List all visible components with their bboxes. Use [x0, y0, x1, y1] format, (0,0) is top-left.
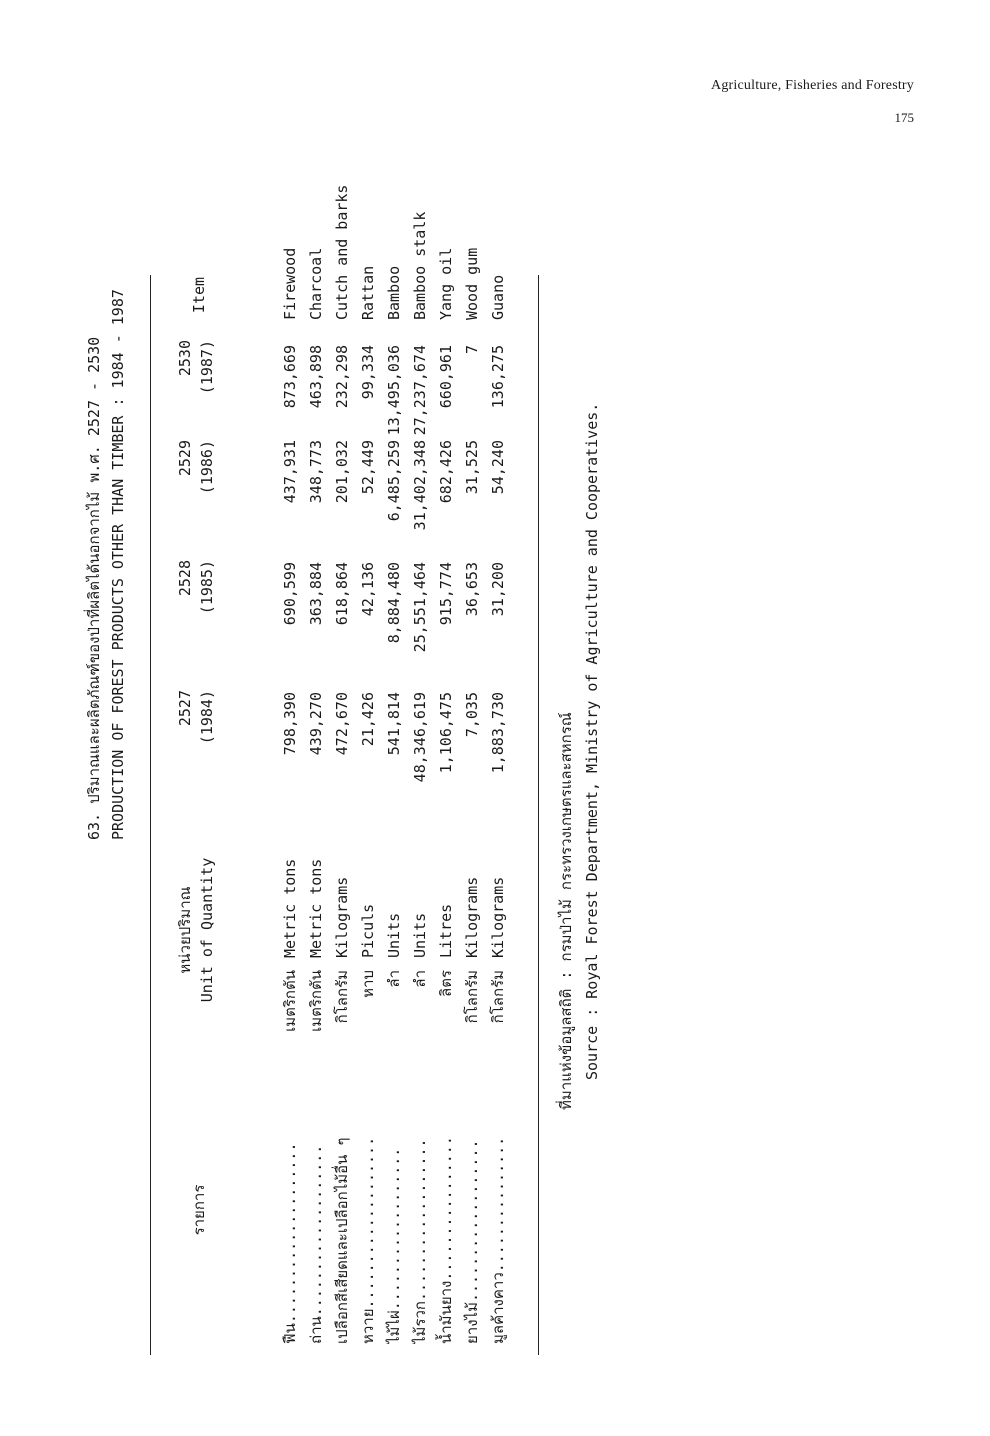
- item-thai: หวาย...................: [359, 1136, 377, 1344]
- item-english: Guano: [489, 274, 507, 320]
- item-thai: น้ำมันยาง................: [437, 1136, 455, 1344]
- header-year-be: 2528: [176, 560, 194, 597]
- value-1984: 472,670: [333, 692, 351, 756]
- value-1984: 1,883,730: [489, 692, 507, 774]
- value-1986: 31,525: [463, 440, 481, 495]
- unit-english: Litres: [437, 903, 455, 958]
- header-item-english: Item: [190, 276, 208, 314]
- item-english: Bamboo stalk: [411, 211, 429, 320]
- value-1986: 52,449: [359, 440, 377, 495]
- unit-thai: กิโลกรัม: [333, 970, 351, 1024]
- header-unit: [174, 800, 218, 1060]
- value-1987: 99,334: [359, 345, 377, 400]
- table-top-rule: [150, 275, 151, 1355]
- unit-thai: เมตริกตัน: [307, 970, 325, 1032]
- unit-english: Metric tons: [307, 858, 325, 958]
- value-1985: 31,200: [489, 562, 507, 617]
- unit-thai: กิโลกรัม: [489, 970, 507, 1024]
- item-thai: ไม้ไผ่..................: [385, 1147, 403, 1344]
- header-year-ce: (1987): [198, 340, 216, 395]
- header-year-2527: [174, 690, 218, 810]
- item-english: Charcoal: [307, 247, 325, 320]
- unit-thai: ลำ: [385, 970, 403, 988]
- value-1986: 348,773: [307, 440, 325, 504]
- value-1987: 136,275: [489, 345, 507, 409]
- running-head: Agriculture, Fisheries and Forestry: [711, 78, 914, 93]
- item-english: Firewood: [281, 247, 299, 320]
- value-1986: 6,485,259: [385, 440, 403, 522]
- unit-thai: ลิตร: [437, 970, 455, 997]
- unit-thai: ลำ: [411, 970, 429, 988]
- unit-thai: หาบ: [359, 970, 377, 998]
- value-1984: 541,814: [385, 692, 403, 756]
- value-1986: 682,426: [437, 440, 455, 504]
- value-1985: 36,653: [463, 562, 481, 617]
- header-year-ce: (1984): [198, 690, 216, 745]
- header-unit-thai: หน่วยปริมาณ: [176, 886, 194, 974]
- value-1984: 7,035: [463, 692, 481, 738]
- table-caption: [82, 289, 130, 840]
- value-1984: 1,106,475: [437, 692, 455, 774]
- source-thai: ที่มาแห่งข้อมูลสถิติ : กรมป่าไม้ กระทรวงเกษตรและสหกรณ์: [557, 712, 575, 1110]
- value-1987: 660,961: [437, 345, 455, 409]
- value-1987: 7: [463, 345, 481, 355]
- item-thai: เปลือกสีเสียดและเปลือกไม้อื่น ๆ: [333, 1137, 351, 1344]
- unit-english: Kilograms: [333, 876, 351, 958]
- item-english: Rattan: [359, 265, 377, 320]
- value-1985: 915,774: [437, 562, 455, 626]
- item-thai: ฟืน....................: [281, 1142, 299, 1344]
- item-english: Yang oil: [437, 247, 455, 320]
- header-year-be: 2527: [176, 690, 194, 727]
- item-thai: มูลค้างคาว...............: [489, 1136, 507, 1344]
- value-1985: 25,551,464: [411, 562, 429, 653]
- unit-thai: เมตริกตัน: [281, 970, 299, 1032]
- item-english: Bamboo: [385, 265, 403, 320]
- value-1987: 873,669: [281, 345, 299, 409]
- header-year-2529: [174, 440, 218, 560]
- item-thai: ไม้รวก..................: [411, 1138, 429, 1344]
- header-year-ce: (1986): [198, 440, 216, 495]
- rotated-table-block: [70, 120, 630, 1370]
- unit-english: Kilograms: [463, 876, 481, 958]
- value-1984: 439,270: [307, 692, 325, 756]
- unit-english: Units: [411, 912, 429, 958]
- unit-english: Units: [385, 912, 403, 958]
- unit-english: Piculs: [359, 903, 377, 958]
- header-year-2530: [174, 340, 218, 440]
- value-1986: 31,402,348: [411, 440, 429, 531]
- value-1987: 232,298: [333, 345, 351, 409]
- table-title-thai: 63. ปริมาณและผลิตภัณฑ์ของป่าที่ผลิตได้นอกจากไม้ พ.ศ. 2527 - 2530: [85, 336, 103, 840]
- value-1985: 690,599: [281, 562, 299, 626]
- item-english: Wood gum: [463, 247, 481, 320]
- value-1985: 42,136: [359, 562, 377, 617]
- item-english: Cutch and barks: [333, 184, 351, 320]
- value-1986: 54,240: [489, 440, 507, 495]
- header-year-be: 2529: [176, 440, 194, 477]
- header-unit-english: Unit of Quantity: [198, 857, 216, 1003]
- value-1987: 27,237,674: [411, 345, 429, 436]
- value-1987: 463,898: [307, 345, 325, 409]
- value-1984: 48,346,619: [411, 692, 429, 783]
- source-english: Source : Royal Forest Department, Ministry of Agriculture and Cooperatives.: [583, 402, 601, 1080]
- header-year-be: 2530: [176, 340, 194, 377]
- value-1984: 798,390: [281, 692, 299, 756]
- value-1985: 363,884: [307, 562, 325, 626]
- unit-english: Metric tons: [281, 858, 299, 958]
- value-1987: 13,495,036: [385, 345, 403, 436]
- value-1986: 201,032: [333, 440, 351, 504]
- table-title-english: PRODUCTION OF FOREST PRODUCTS OTHER THAN TIMBER : 1984 - 1987: [109, 289, 127, 840]
- unit-english: Kilograms: [489, 876, 507, 958]
- value-1985: 8,884,480: [385, 562, 403, 644]
- value-1986: 437,931: [281, 440, 299, 504]
- value-1984: 21,426: [359, 692, 377, 747]
- page-number: 175: [894, 110, 914, 125]
- header-year-2528: [174, 560, 218, 680]
- item-thai: ถ่าน...................: [307, 1144, 325, 1344]
- value-1985: 618,864: [333, 562, 351, 626]
- header-year-ce: (1985): [198, 560, 216, 615]
- table-bottom-rule: [538, 275, 539, 1355]
- header-item-thai: รายการ: [190, 1184, 208, 1236]
- unit-thai: กิโลกรัม: [463, 970, 481, 1024]
- item-thai: ยางไม้..................: [463, 1139, 481, 1344]
